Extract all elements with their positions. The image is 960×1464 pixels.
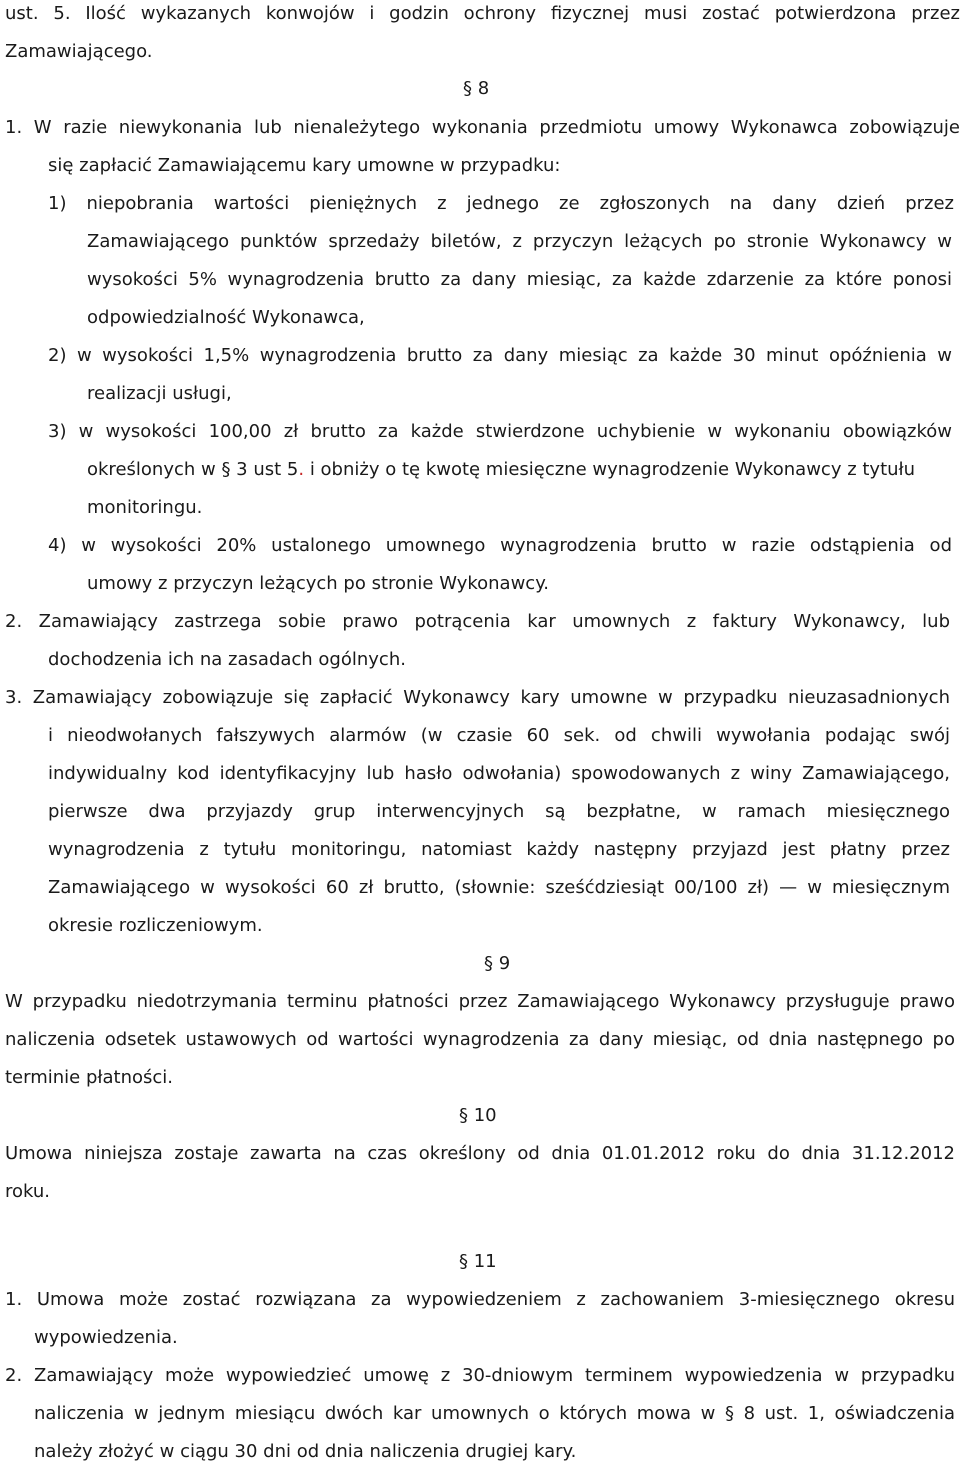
- section-heading-11: § 11: [459, 1251, 497, 1272]
- paragraph-line: okresie rozliczeniowym.: [48, 915, 263, 936]
- list-item-line: realizacji usługi,: [87, 383, 232, 404]
- paragraph-line: pierwsze dwa przyjazdy grup interwencyjnych są bezpłatne, w ramach miesięcznego: [48, 801, 950, 822]
- paragraph-line: wypowiedzenia.: [34, 1327, 178, 1348]
- paragraph-line: 3. Zamawiający zobowiązuje się zapłacić Wykonawcy kary umowne w przypadku nieuzasadnionych: [5, 687, 950, 708]
- paragraph-line: naliczenia w jednym miesiącu dwóch kar umownych o których mowa w § 8 ust. 1, oświadczenia: [34, 1403, 955, 1424]
- paragraph-line: Zamawiającego.: [5, 41, 153, 62]
- section-heading-9: § 9: [484, 953, 511, 974]
- list-item-line: 4) w wysokości 20% ustalonego umownego wynagrodzenia brutto w razie odstąpienia od: [48, 535, 952, 556]
- list-item-line: monitoringu.: [87, 497, 203, 518]
- list-item-line: umowy z przyczyn leżących po stronie Wykonawcy.: [87, 573, 550, 594]
- list-item-line: odpowiedzialność Wykonawca,: [87, 307, 365, 328]
- paragraph-line: indywidualny kod identyfikacyjny lub hasło odwołania) spowodowanych z winy Zamawiającego,: [48, 763, 950, 784]
- paragraph-line: dochodzenia ich na zasadach ogólnych.: [48, 649, 406, 670]
- highlighted-period: .: [298, 459, 305, 480]
- paragraph-line: wynagrodzenia z tytułu monitoringu, natomiast każdy następny przyjazd jest płatny przez: [48, 839, 950, 860]
- paragraph-line: Umowa niniejsza zostaje zawarta na czas określony od dnia 01.01.2012 roku do dnia 31.12.2012: [5, 1143, 955, 1164]
- list-item-line: wysokości 5% wynagrodzenia brutto za dany miesiąc, za każde zdarzenie za które ponosi: [87, 269, 952, 290]
- list-item-line: określonych w § 3 ust 5. i obniży o tę kwotę miesięczne wynagrodzenie Wykonawcy z tytułu: [87, 459, 916, 480]
- paragraph-line: 1. W razie niewykonania lub nienależytego wykonania przedmiotu umowy Wykonawca zobowiązuje: [5, 117, 960, 138]
- paragraph-line: 2. Zamawiający zastrzega sobie prawo potrącenia kar umownych z faktury Wykonawcy, lub: [5, 611, 950, 632]
- section-heading-10: § 10: [459, 1105, 497, 1126]
- paragraph-line: się zapłacić Zamawiającemu kary umowne w przypadku:: [48, 155, 561, 176]
- paragraph-line: należy złożyć w ciągu 30 dni od dnia naliczenia drugiej kary.: [34, 1441, 577, 1462]
- paragraph-line: ust. 5. Ilość wykazanych konwojów i godzin ochrony fizycznej musi zostać potwierdzona przez: [5, 3, 960, 24]
- section-heading-8: § 8: [463, 78, 490, 99]
- paragraph-line: Zamawiającego w wysokości 60 zł brutto, (słownie: sześćdziesiąt 00/100 zł) — w miesięcznym: [48, 877, 950, 898]
- paragraph-line: terminie płatności.: [5, 1067, 174, 1088]
- paragraph-line: roku.: [5, 1181, 51, 1202]
- paragraph-line: W przypadku niedotrzymania terminu płatności przez Zamawiającego Wykonawcy przysługuje prawo: [5, 991, 955, 1012]
- list-item-line: 2) w wysokości 1,5% wynagrodzenia brutto za dany miesiąc za każde 30 minut opóźnienia w: [48, 345, 952, 366]
- paragraph-line: i nieodwołanych fałszywych alarmów (w czasie 60 sek. od chwili wywołania podając swój: [48, 725, 950, 746]
- list-item-line: 1) niepobrania wartości pieniężnych z jednego ze zgłoszonych na dany dzień przez: [48, 193, 954, 214]
- list-item-line: Zamawiającego punktów sprzedaży biletów, z przyczyn leżących po stronie Wykonawcy w: [87, 231, 952, 252]
- paragraph-line: naliczenia odsetek ustawowych od wartości wynagrodzenia za dany miesiąc, od dnia następnego po: [5, 1029, 955, 1050]
- list-item-line: 3) w wysokości 100,00 zł brutto za każde stwierdzone uchybienie w wykonaniu obowiązków: [48, 421, 952, 442]
- paragraph-line: 2. Zamawiający może wypowiedzieć umowę z 30-dniowym terminem wypowiedzenia w przypadku: [5, 1365, 955, 1386]
- paragraph-line: 1. Umowa może zostać rozwiązana za wypowiedzeniem z zachowaniem 3-miesięcznego okresu: [5, 1289, 955, 1310]
